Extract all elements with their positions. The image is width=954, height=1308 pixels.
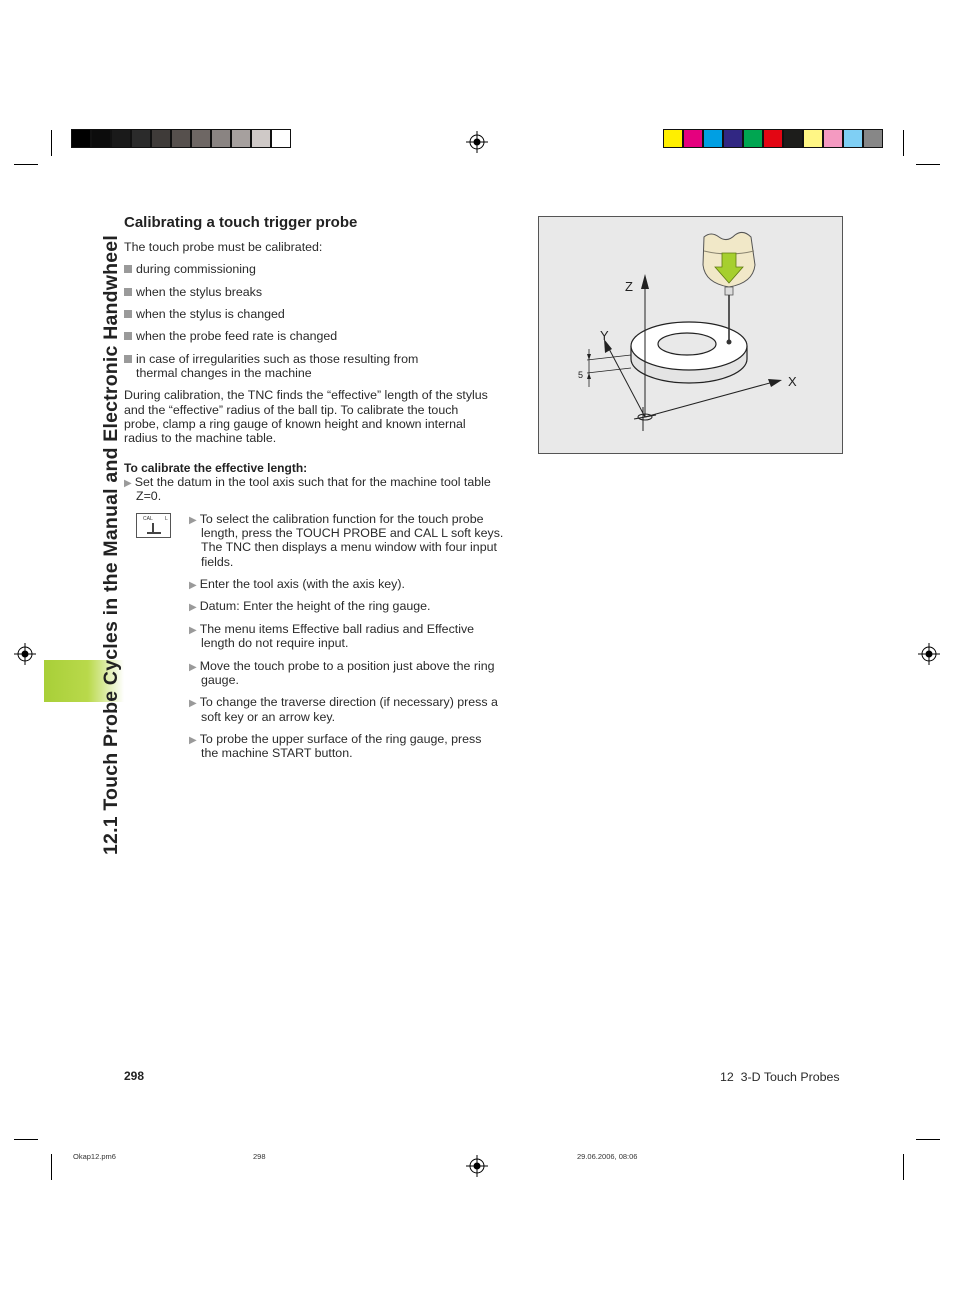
paragraph-line: and the “effective” radius of the ball tip. To calibrate the touch <box>124 403 459 417</box>
crop-mark <box>916 1139 940 1140</box>
file-name: Okap12.pm6 <box>73 1152 116 1161</box>
triangle-bullet-icon: ▶ <box>189 580 197 591</box>
list-item <box>124 307 285 321</box>
page-ref: 298 <box>253 1152 266 1161</box>
step-item <box>189 599 430 615</box>
bullet-square-icon <box>124 355 132 363</box>
paragraph-line: radius to the machine table. <box>124 431 277 445</box>
ring-gauge-diagram <box>539 217 842 453</box>
step-text: The menu items Effective ball radius and Effective <box>199 622 475 636</box>
crop-mark <box>903 1154 904 1180</box>
triangle-bullet-icon: ▶ <box>189 602 197 613</box>
step-item <box>189 695 498 711</box>
gray-swatch <box>211 129 231 148</box>
gray-swatch <box>131 129 151 148</box>
color-swatch <box>823 129 843 148</box>
step-continuation: length, press the TOUCH PROBE and CAL L soft keys. <box>201 526 504 540</box>
softkey-label-left: CAL <box>143 516 153 522</box>
color-swatch <box>683 129 703 148</box>
gray-swatch <box>271 129 291 148</box>
gray-swatch <box>111 129 131 148</box>
calibration-figure <box>538 216 843 454</box>
list-item <box>124 262 256 276</box>
color-swatch <box>863 129 883 148</box>
crop-mark <box>14 1139 38 1140</box>
color-swatch <box>763 129 783 148</box>
list-item <box>124 352 418 366</box>
color-swatch <box>703 129 723 148</box>
dimension-label: 5 <box>578 370 584 380</box>
step-text: Enter the tool axis (with the axis key). <box>199 577 405 591</box>
step-continuation: fields. <box>201 555 234 569</box>
triangle-bullet-icon: ▶ <box>189 735 197 746</box>
z-axis-arrow-icon <box>641 274 649 289</box>
gray-swatch <box>171 129 191 148</box>
triangle-bullet-icon: ▶ <box>189 698 197 709</box>
registration-mark-left <box>14 643 36 665</box>
paragraph-line: probe, clamp a ring gauge of known height and known internal <box>124 417 466 431</box>
step-item <box>124 475 491 491</box>
bullet-square-icon <box>124 310 132 318</box>
step-text: Set the datum in the tool axis such that for the machine tool table <box>134 475 491 489</box>
crop-mark <box>903 130 904 156</box>
list-item <box>124 285 262 299</box>
color-swatch <box>663 129 683 148</box>
crop-mark <box>51 130 52 156</box>
gray-swatch <box>71 129 91 148</box>
step-item <box>189 577 405 593</box>
step-continuation: The TNC then displays a menu window with four input <box>201 540 497 554</box>
registration-mark-top <box>466 131 488 153</box>
intro-text: The touch probe must be calibrated: <box>124 240 323 254</box>
step-text: Datum: Enter the height of the ring gauge. <box>199 599 431 613</box>
x-axis-arrow-icon <box>768 379 782 387</box>
axis-label-z: Z <box>625 279 633 294</box>
step-text: To select the calibration function for the touch probe <box>199 512 484 526</box>
step-continuation: soft key or an arrow key. <box>201 710 336 724</box>
chapter-title: 12.1 Touch Probe Cycles in the Manual and Electronic Handwheel <box>100 235 122 855</box>
bullet-square-icon <box>124 288 132 296</box>
step-continuation: length do not require input. <box>201 636 349 650</box>
list-item-continuation: thermal changes in the machine <box>136 366 312 380</box>
crop-mark <box>14 164 38 165</box>
color-swatch <box>843 129 863 148</box>
triangle-bullet-icon: ▶ <box>124 478 132 489</box>
gray-swatch <box>191 129 211 148</box>
probe-glyph-icon <box>152 523 154 532</box>
color-swatch <box>743 129 763 148</box>
date-time: 29.06.2006, 08:06 <box>577 1152 638 1161</box>
section-heading: Calibrating a touch trigger probe <box>124 214 358 231</box>
axis-label-y: Y <box>600 328 609 343</box>
chapter-footer: 12 3-D Touch Probes <box>720 1070 840 1084</box>
step-continuation: gauge. <box>201 673 239 687</box>
bullet-text: during commissioning <box>136 262 256 276</box>
triangle-bullet-icon: ▶ <box>189 515 197 526</box>
crop-mark <box>51 1154 52 1180</box>
gray-swatch <box>231 129 251 148</box>
step-text: To change the traverse direction (if necessary) press a <box>199 695 498 709</box>
gray-swatch <box>91 129 111 148</box>
bullet-text: when the probe feed rate is changed <box>136 329 338 343</box>
bullet-square-icon <box>124 265 132 273</box>
gray-swatch <box>251 129 271 148</box>
bullet-text: when the stylus breaks <box>136 285 263 299</box>
crop-mark <box>916 164 940 165</box>
bullet-text: when the stylus is changed <box>136 307 285 321</box>
list-item <box>124 329 337 343</box>
triangle-bullet-icon: ▶ <box>189 662 197 673</box>
step-continuation: Z=0. <box>136 489 162 503</box>
cal-l-softkey-icon <box>136 513 171 538</box>
softkey-label-right: L <box>165 516 168 522</box>
color-swatch <box>783 129 803 148</box>
registration-mark-bottom <box>466 1155 488 1177</box>
step-text: Move the touch probe to a position just above the ring <box>199 659 495 673</box>
page-number: 298 <box>124 1069 145 1083</box>
triangle-bullet-icon: ▶ <box>189 625 197 636</box>
axis-label-x: X <box>788 374 797 389</box>
subheading: To calibrate the effective length: <box>124 461 308 475</box>
step-continuation: the machine START button. <box>201 746 353 760</box>
color-swatch <box>803 129 823 148</box>
color-swatch <box>723 129 743 148</box>
gray-swatch <box>151 129 171 148</box>
table-glyph-icon <box>147 532 161 534</box>
registration-mark-right <box>918 643 940 665</box>
paragraph-line: During calibration, the TNC finds the “effective” length of the stylus <box>124 388 488 402</box>
bullet-square-icon <box>124 332 132 340</box>
step-text: To probe the upper surface of the ring gauge, press <box>199 732 482 746</box>
bullet-text: in case of irregularities such as those resulting from <box>136 352 419 366</box>
